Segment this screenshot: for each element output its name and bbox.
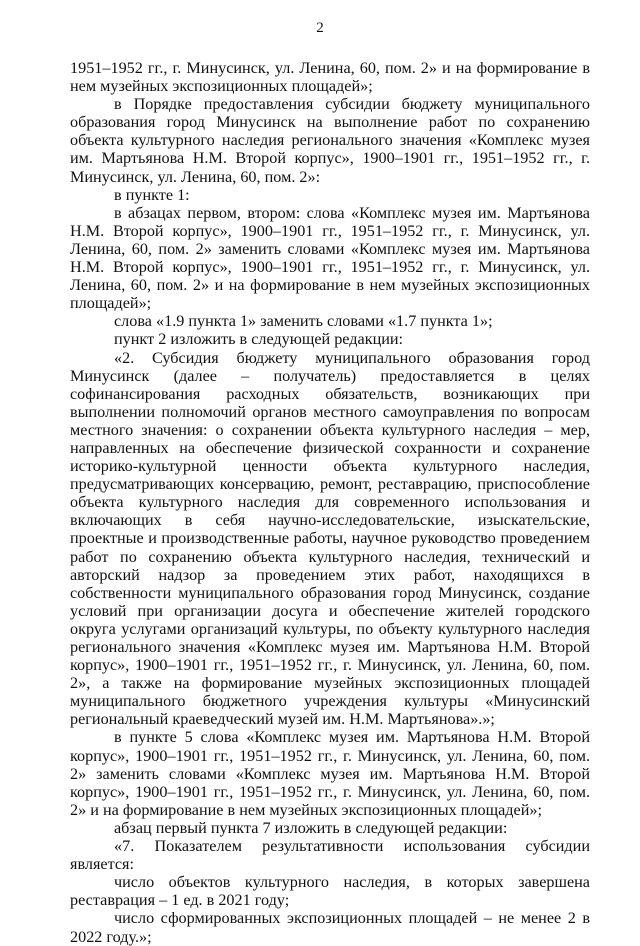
paragraph-continuation: 1951–1952 гг., г. Минусинск, ул. Ленина, 60, пом. 2» и на формирование в нем музейных экспозиционных площадей»; [70,59,590,96]
document-body [70,59,590,946]
paragraph-indicator-1: число объектов культурного наследия, в которых завершена реставрация – 1 ед. в 2021 году; [70,873,590,910]
paragraph-clause-2-heading: пункт 2 изложить в следующей редакции: [114,330,404,349]
paragraph-clause-7-heading: абзац первый пункта 7 изложить в следующей редакции: [114,818,508,837]
paragraph-clause-1-heading: в пункте 1: [114,185,190,204]
paragraph-clause-7-text: «7. Показателем результативности использования субсидии является: [70,837,590,874]
page-number: 2 [316,20,324,36]
paragraph-words-replace: слова «1.9 пункта 1» заменить словами «1.7 пункта 1»; [114,312,493,331]
paragraph-clause-1-replace: в абзацах первом, втором: слова «Комплекс музея им. Мартьянова Н.М. Второй корпус», 1900–1901 гг., 1951–1952 гг., г. Минусинск, ул. Ленина, 60, пом. 2» заменить словами «Комплекс музея им. Мартьянова Н.М. Второй корпус», 1900–1901 гг., 1951–1952 гг., г. Минусинск, ул. Ленина, 60, пом. 2» и на формирование в нем музейных экспозиционных площадей»; [70,203,590,313]
paragraph-indicator-2: число сформированных экспозиционных площадей – не менее 2 в 2022 году.»; [70,909,590,946]
paragraph-clause-5: в пункте 5 слова «Комплекс музея им. Мартьянова Н.М. Второй корпус», 1900–1901 гг., 1951–1952 гг., г. Минусинск, ул. Ленина, 60, пом. 2» заменить словами «Комплекс музея им. Мартьянова Н.М. Второй корпус», 1900–1901 гг., 1951–1952 гг., г. Минусинск, ул. Ленина, 60, пом. 2» и на формирование в нем музейных экспозиционных площадей»; [70,728,590,819]
paragraph-clause-2-text: «2. Субсидия бюджету муниципального образования город Минусинск (далее – получатель) предоставляется в целях софинансирования расходных обязательств, возникающих при выполнении полномочий органов местного самоуправления по вопросам местного значения: о сохранении объекта культурного наследия – мер, направленных на обеспечение физической сохранности и сохранение историко-культурной ценности объекта культурного наследия, предусматривающих консервацию, ремонт, реставрацию, приспособление объекта культурного наследия для современного использования и включающих в себя научно-исследовательские, изыскательские, проектные и производственные работы, научное руководство проведением работ по сохранению объекта культурного наследия, технический и авторский надзор за проведением этих работ, находящихся в собственности муниципального образования город Минусинск, создание условий при организации досуга и обеспечение жителей городского округа услугами организаций культуры, по объекту культурного наследия регионального значения «Комплекс музея им. Мартьянова Н.М. Второй корпус», 1900–1901 гг., 1951–1952 гг., г. Минусинск, ул. Ленина, 60, пом. 2», а также на формирование музейных экспозиционных площадей муниципального бюджетного учреждения культуры «Минусинский региональный краеведческий музей им. Н.М. Мартьянова».»; [70,348,590,729]
paragraph-order-intro: в Порядке предоставления субсидии бюджету муниципального образования город Минусинск на выполнение работ по сохранению объекта культурного наследия регионального значения «Комплекс музея им. Мартьянова Н.М. Второй корпус», 1900–1901 гг., 1951–1952 гг., г. Минусинск, ул. Ленина, 60, пом. 2»: [70,95,590,186]
